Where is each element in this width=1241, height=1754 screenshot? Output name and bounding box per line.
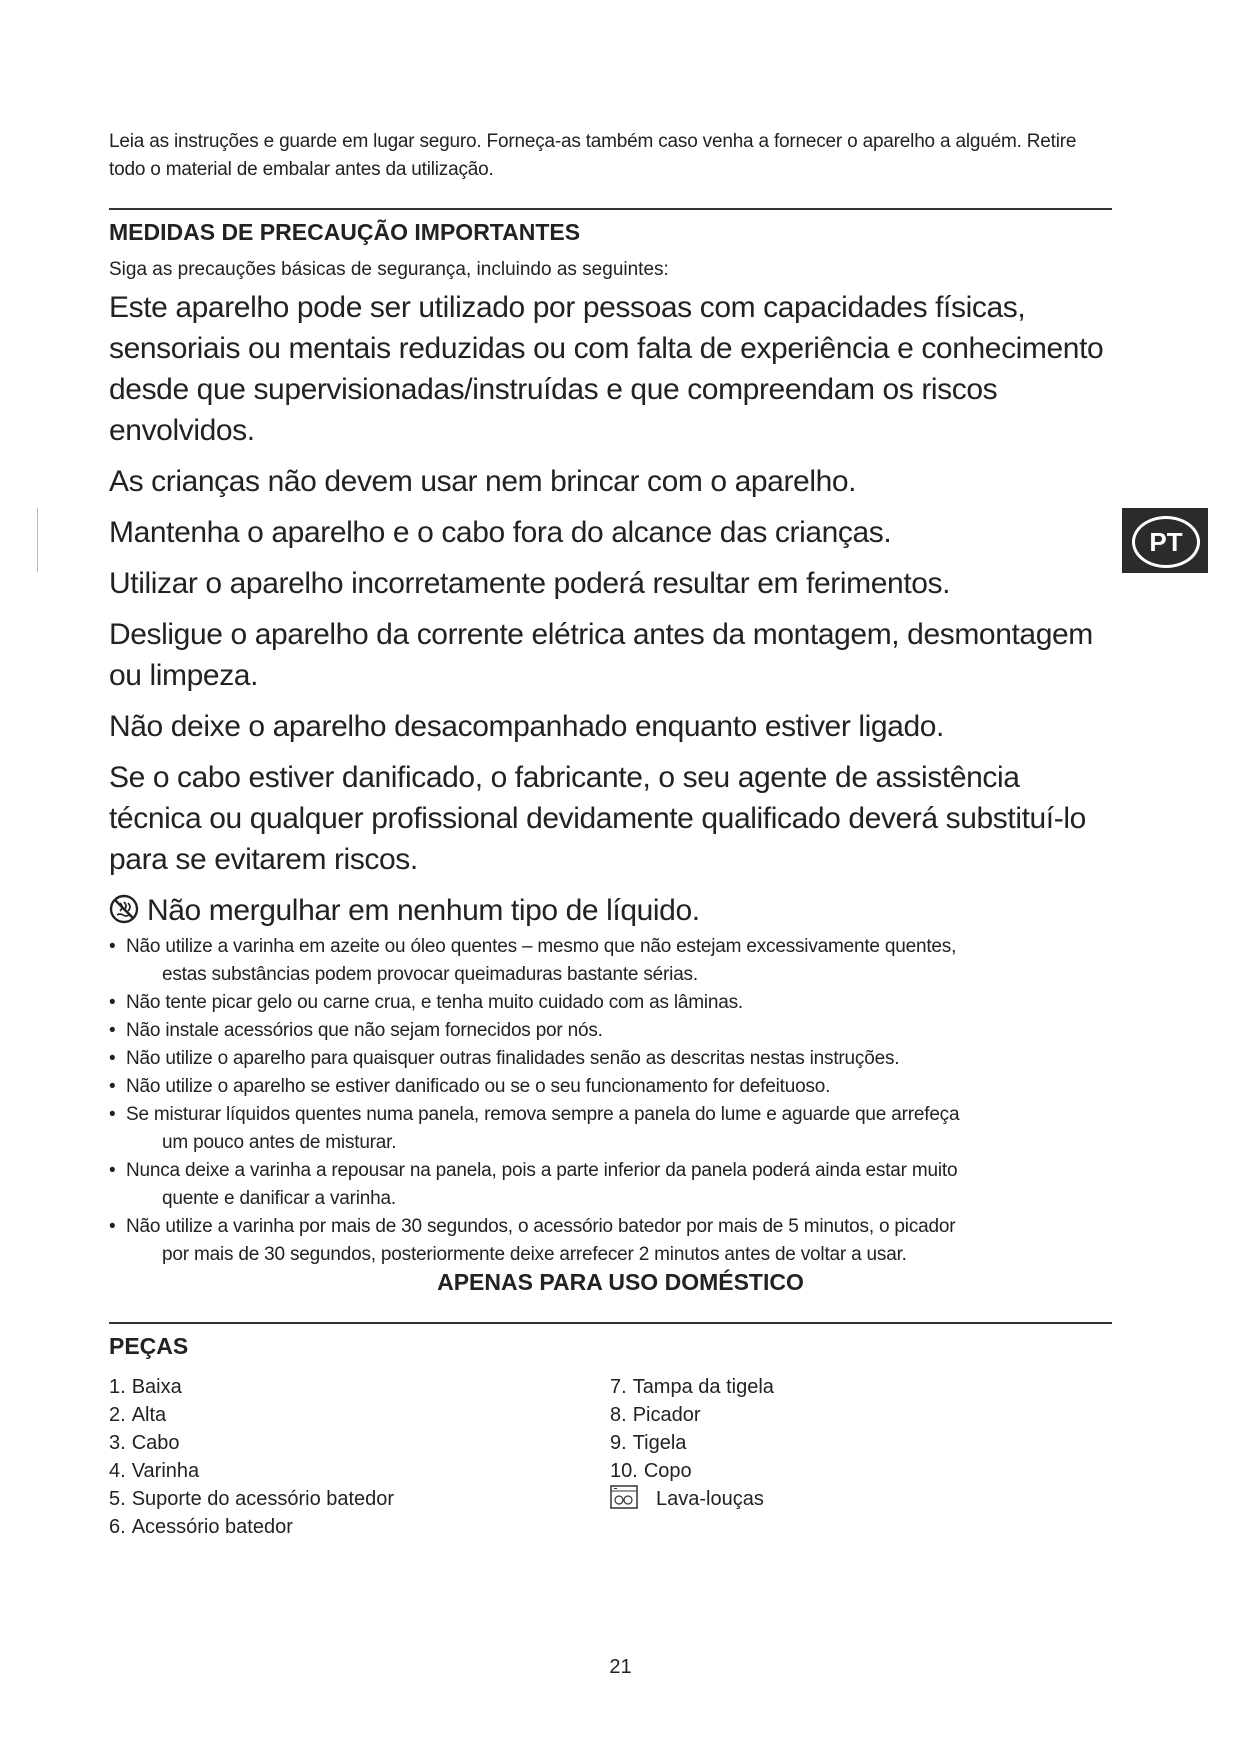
part-label: Acessório batedor xyxy=(131,1516,293,1538)
list-item xyxy=(610,1485,774,1513)
bullet-continuation: estas substâncias podem provocar queimaduras bastante sérias. xyxy=(162,964,698,985)
bullet-text: Não utilize o aparelho se estiver danificado ou se o seu funcionamento for defeituoso. xyxy=(126,1076,831,1097)
part-number: 5. xyxy=(109,1488,126,1510)
part-label: Baixa xyxy=(131,1376,182,1398)
bullet-text: Nunca deixe a varinha a repousar na panela, pois a parte inferior da panela poderá ainda estar muito xyxy=(126,1160,958,1181)
part-number: 4. xyxy=(109,1460,126,1482)
dishwasher-label: Lava-louças xyxy=(656,1488,764,1510)
part-number: 7. xyxy=(610,1376,627,1398)
list-item xyxy=(610,1457,774,1485)
divider-top xyxy=(109,208,1112,210)
list-item xyxy=(109,1485,394,1513)
list-item xyxy=(109,1213,1109,1269)
part-label: Cabo xyxy=(131,1432,180,1454)
bullet-text: Não utilize a varinha em azeite ou óleo quentes – mesmo que não estejam excessivamente quentes, xyxy=(126,936,957,957)
bullet-text: Não utilize a varinha por mais de 30 segundos, o acessório batedor por mais de 5 minutos, o picador xyxy=(126,1216,956,1237)
safety-bullet-list xyxy=(109,933,1109,1269)
list-item xyxy=(109,1401,394,1429)
list-item xyxy=(109,1045,1109,1073)
warning-item: Mantenha o aparelho e o cabo fora do alcance das crianças. xyxy=(109,516,892,549)
list-item xyxy=(610,1401,774,1429)
part-label: Tampa da tigela xyxy=(632,1376,774,1398)
no-liquid-text: Não mergulhar em nenhum tipo de líquido. xyxy=(147,894,700,927)
safety-subtitle: Siga as precauções básicas de segurança, incluindo as seguintes: xyxy=(109,259,669,280)
safety-warnings xyxy=(109,287,1119,941)
list-item xyxy=(109,1073,1109,1101)
part-number: 10. xyxy=(610,1460,638,1482)
language-badge: PT xyxy=(1132,516,1200,568)
domestic-use-notice: APENAS PARA USO DOMÉSTICO xyxy=(437,1269,804,1295)
margin-mark xyxy=(37,508,38,572)
warning-item: As crianças não devem usar nem brincar com o aparelho. xyxy=(109,465,857,498)
list-item xyxy=(610,1429,774,1457)
bullet-continuation: por mais de 30 segundos, posteriormente deixe arrefecer 2 minutos antes de voltar a usar. xyxy=(162,1244,907,1265)
list-item xyxy=(109,1017,1109,1045)
bullet-text: Se misturar líquidos quentes numa panela, remova sempre a panela do lume e aguarde que arrefeça xyxy=(126,1104,960,1125)
list-item xyxy=(109,1513,394,1541)
part-number: 9. xyxy=(610,1432,627,1454)
list-item xyxy=(109,1101,1109,1157)
part-number: 2. xyxy=(109,1404,126,1426)
part-label: Picador xyxy=(632,1404,701,1426)
list-item xyxy=(109,1373,394,1401)
intro-text: Leia as instruções e guarde em lugar seguro. Forneça-as também caso venha a fornecer o aparelho a alguém. Retire todo o material de embalar antes da utilização. xyxy=(109,131,1077,180)
no-liquid-warning xyxy=(109,890,1119,931)
part-label: Tigela xyxy=(632,1432,687,1454)
list-item xyxy=(109,1157,1109,1213)
dishwasher-icon xyxy=(610,1485,638,1509)
bullet-continuation: quente e danificar a varinha. xyxy=(162,1188,396,1209)
divider-parts xyxy=(109,1322,1112,1324)
bullet-continuation: um pouco antes de misturar. xyxy=(162,1132,397,1153)
part-label: Suporte do acessório batedor xyxy=(131,1488,395,1510)
safety-title: MEDIDAS DE PRECAUÇÃO IMPORTANTES xyxy=(109,219,581,245)
warning-item: Se o cabo estiver danificado, o fabricante, o seu agente de assistência técnica ou qualquer profissional devidamente qualificado deverá substituí-lo para se evitarem riscos. xyxy=(109,761,1086,876)
bullet-text: Não tente picar gelo ou carne crua, e tenha muito cuidado com as lâminas. xyxy=(126,992,743,1013)
list-item xyxy=(109,989,1109,1017)
page-number: 21 xyxy=(609,1656,632,1678)
bullet-text: Não instale acessórios que não sejam fornecidos por nós. xyxy=(126,1020,603,1041)
parts-title: PEÇAS xyxy=(109,1333,189,1359)
warning-item: Desligue o aparelho da corrente elétrica antes da montagem, desmontagem ou limpeza. xyxy=(109,618,1093,692)
language-tab xyxy=(1122,508,1208,573)
list-item xyxy=(109,1429,394,1457)
list-item xyxy=(109,933,1109,989)
list-item xyxy=(109,1457,394,1485)
part-number: 8. xyxy=(610,1404,627,1426)
bullet-text: Não utilize o aparelho para quaisquer outras finalidades senão as descritas nestas instruções. xyxy=(126,1048,900,1069)
warning-item: Utilizar o aparelho incorretamente poderá resultar em ferimentos. xyxy=(109,567,951,600)
part-number: 1. xyxy=(109,1376,126,1398)
part-label: Copo xyxy=(643,1460,692,1482)
parts-list-right xyxy=(610,1373,774,1513)
part-label: Varinha xyxy=(131,1460,200,1482)
no-immersion-icon xyxy=(109,894,139,924)
part-number: 6. xyxy=(109,1516,126,1538)
parts-list-left xyxy=(109,1373,394,1541)
part-number: 3. xyxy=(109,1432,126,1454)
warning-item: Não deixe o aparelho desacompanhado enquanto estiver ligado. xyxy=(109,710,944,743)
part-label: Alta xyxy=(131,1404,167,1426)
warning-item: Este aparelho pode ser utilizado por pessoas com capacidades físicas, sensoriais ou mentais reduzidas ou com falta de experiência e conhecimento desde que supervisionadas/instruídas e que compreendam os riscos envolvidos. xyxy=(109,291,1104,447)
list-item xyxy=(610,1373,774,1401)
